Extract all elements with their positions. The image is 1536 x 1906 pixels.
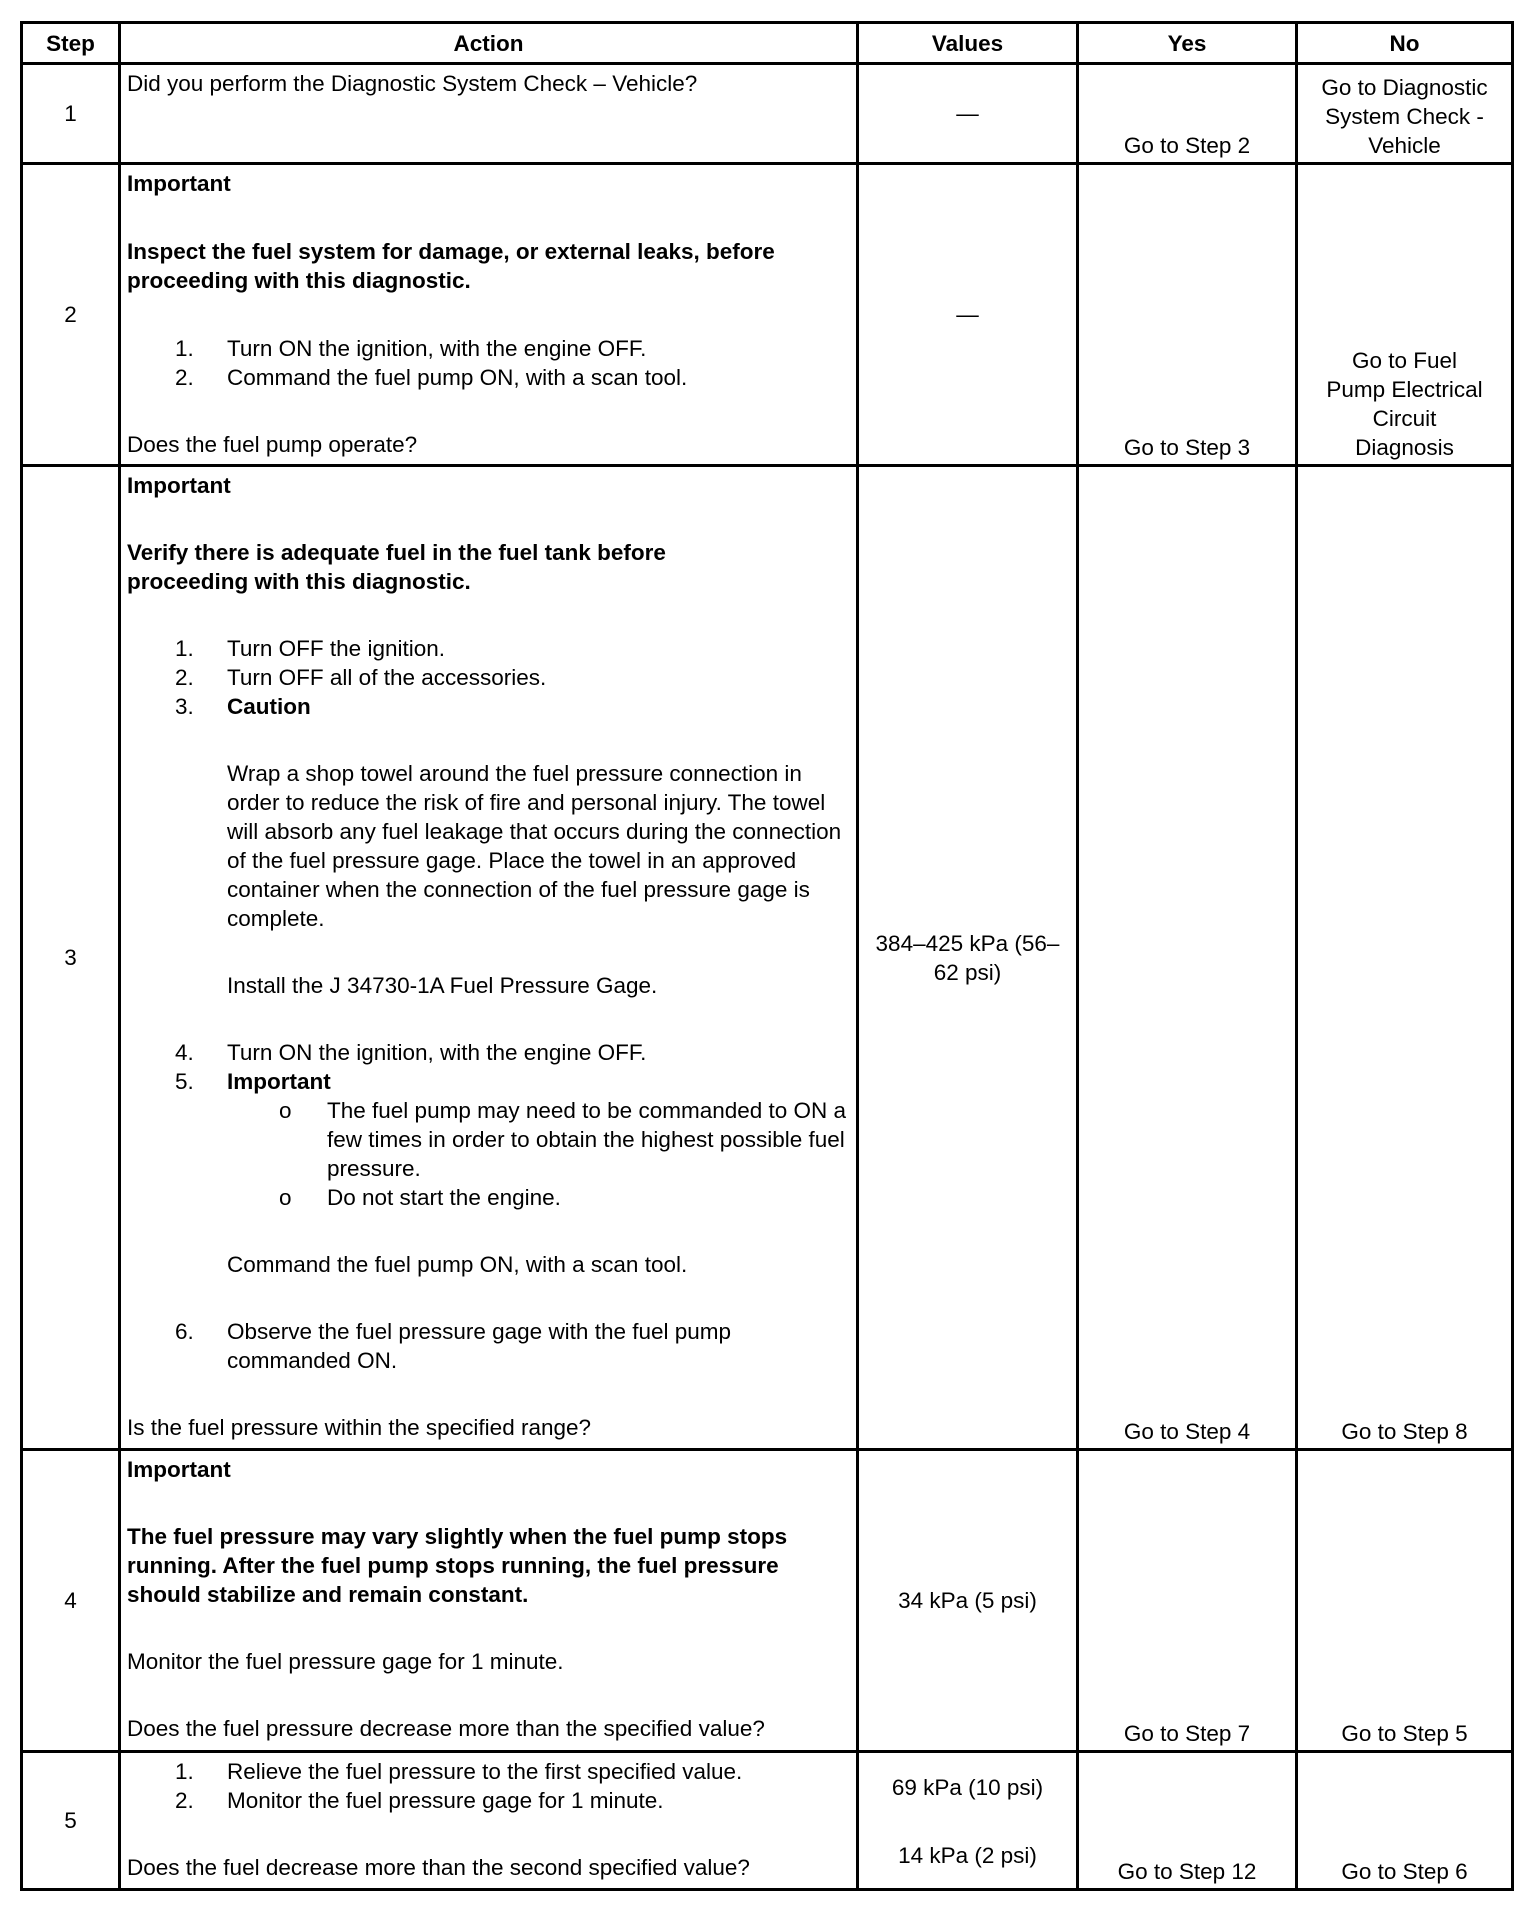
yes-link[interactable]: Go to Step 4 (1123, 1419, 1251, 1444)
header-yes: Yes (1167, 30, 1207, 56)
question-text: Does the fuel decrease more than the second specified value? (127, 1855, 750, 1880)
diagnostic-table (20, 21, 1514, 1891)
important-label: Important (127, 1457, 231, 1482)
action-cell (121, 1753, 856, 1888)
list-item: 6. Observe the fuel pressure gage with the fuel pump commanded ON. (175, 1319, 732, 1373)
command-text: Command the fuel pump ON, with a scan tool. (227, 1252, 688, 1277)
important-text: The fuel pressure may vary slightly when the fuel pump stops running. After the fuel pump stops running, the fuel pressure should stabilize and remain constant. (127, 1524, 788, 1607)
values-cell: — (956, 302, 979, 327)
question-text: Is the fuel pressure within the specified range? (127, 1415, 592, 1440)
important-label: Important (127, 473, 231, 498)
yes-link[interactable]: Go to Step 2 (1123, 133, 1251, 158)
important-text: Inspect the fuel system for damage, or external leaks, before proceeding with this diagnostic. (127, 239, 775, 293)
no-link[interactable]: Go to Fuel Pump Electrical Circuit Diagnosis (1326, 348, 1483, 460)
value-second: 14 kPa (2 psi) (898, 1843, 1037, 1868)
no-link[interactable]: Go to Step 5 (1341, 1721, 1468, 1746)
list-item: 3. Caution (175, 694, 311, 719)
values-cell (859, 1753, 1076, 1888)
header-no: No (1389, 30, 1420, 56)
no-link[interactable]: Go to Diagnostic System Check - Vehicle (1321, 75, 1488, 158)
no-link[interactable]: Go to Step 8 (1341, 1419, 1468, 1444)
important-label: Important (127, 171, 231, 196)
no-link[interactable]: Go to Step 6 (1341, 1859, 1468, 1884)
question-text: Did you perform the Diagnostic System Check – Vehicle? (127, 71, 698, 96)
step-number: 5 (64, 1808, 77, 1833)
step-number: 4 (64, 1588, 77, 1613)
bullet-item: o The fuel pump may need to be commanded to ON a few times in order to obtain the highest possible fuel pressure. (279, 1098, 847, 1181)
value-first: 69 kPa (10 psi) (891, 1775, 1044, 1800)
action-cell (121, 1451, 856, 1750)
list-item: 5. Important (175, 1069, 331, 1094)
action-cell (121, 65, 856, 162)
values-cell: — (956, 101, 979, 126)
caution-text: Wrap a shop towel around the fuel pressure connection in order to reduce the risk of fire and personal injury. The towel will absorb any fuel leakage that occurs during the connection of the fuel pressure gage. Place the towel in an approved container when the connection of the fuel pressure gage is complete. (227, 761, 842, 931)
action-cell (121, 467, 856, 1448)
list-item: 1. Relieve the fuel pressure to the first specified value. (175, 1759, 743, 1784)
header-values: Values (931, 30, 1004, 56)
important-text: Verify there is adequate fuel in the fuel tank before proceeding with this diagnostic. (127, 540, 666, 594)
list-item: 1. Turn ON the ignition, with the engine OFF. (175, 336, 647, 361)
action-cell (121, 165, 856, 464)
monitor-text: Monitor the fuel pressure gage for 1 minute. (127, 1649, 564, 1674)
step-number: 3 (64, 945, 77, 970)
install-text: Install the J 34730-1A Fuel Pressure Gage. (227, 973, 658, 998)
question-text: Does the fuel pressure decrease more than the specified value? (127, 1716, 765, 1741)
list-item: 2. Monitor the fuel pressure gage for 1 minute. (175, 1788, 664, 1813)
step-number: 2 (64, 302, 77, 327)
header-step: Step (46, 30, 95, 56)
list-item: 2. Turn OFF all of the accessories. (175, 665, 547, 690)
list-item: 4. Turn ON the ignition, with the engine OFF. (175, 1040, 647, 1065)
list-item: 1. Turn OFF the ignition. (175, 636, 446, 661)
yes-link[interactable]: Go to Step 3 (1123, 435, 1251, 460)
yes-link[interactable]: Go to Step 12 (1117, 1859, 1257, 1884)
header-action: Action (453, 30, 524, 56)
yes-link[interactable]: Go to Step 7 (1123, 1721, 1251, 1746)
step-number: 1 (64, 101, 77, 126)
values-cell: 384–425 kPa (56–62 psi) (875, 930, 1060, 985)
question-text: Does the fuel pump operate? (127, 432, 418, 457)
values-cell: 34 kPa (5 psi) (898, 1588, 1037, 1613)
list-item: 2. Command the fuel pump ON, with a scan tool. (175, 365, 688, 390)
bullet-item: o Do not start the engine. (279, 1185, 561, 1210)
